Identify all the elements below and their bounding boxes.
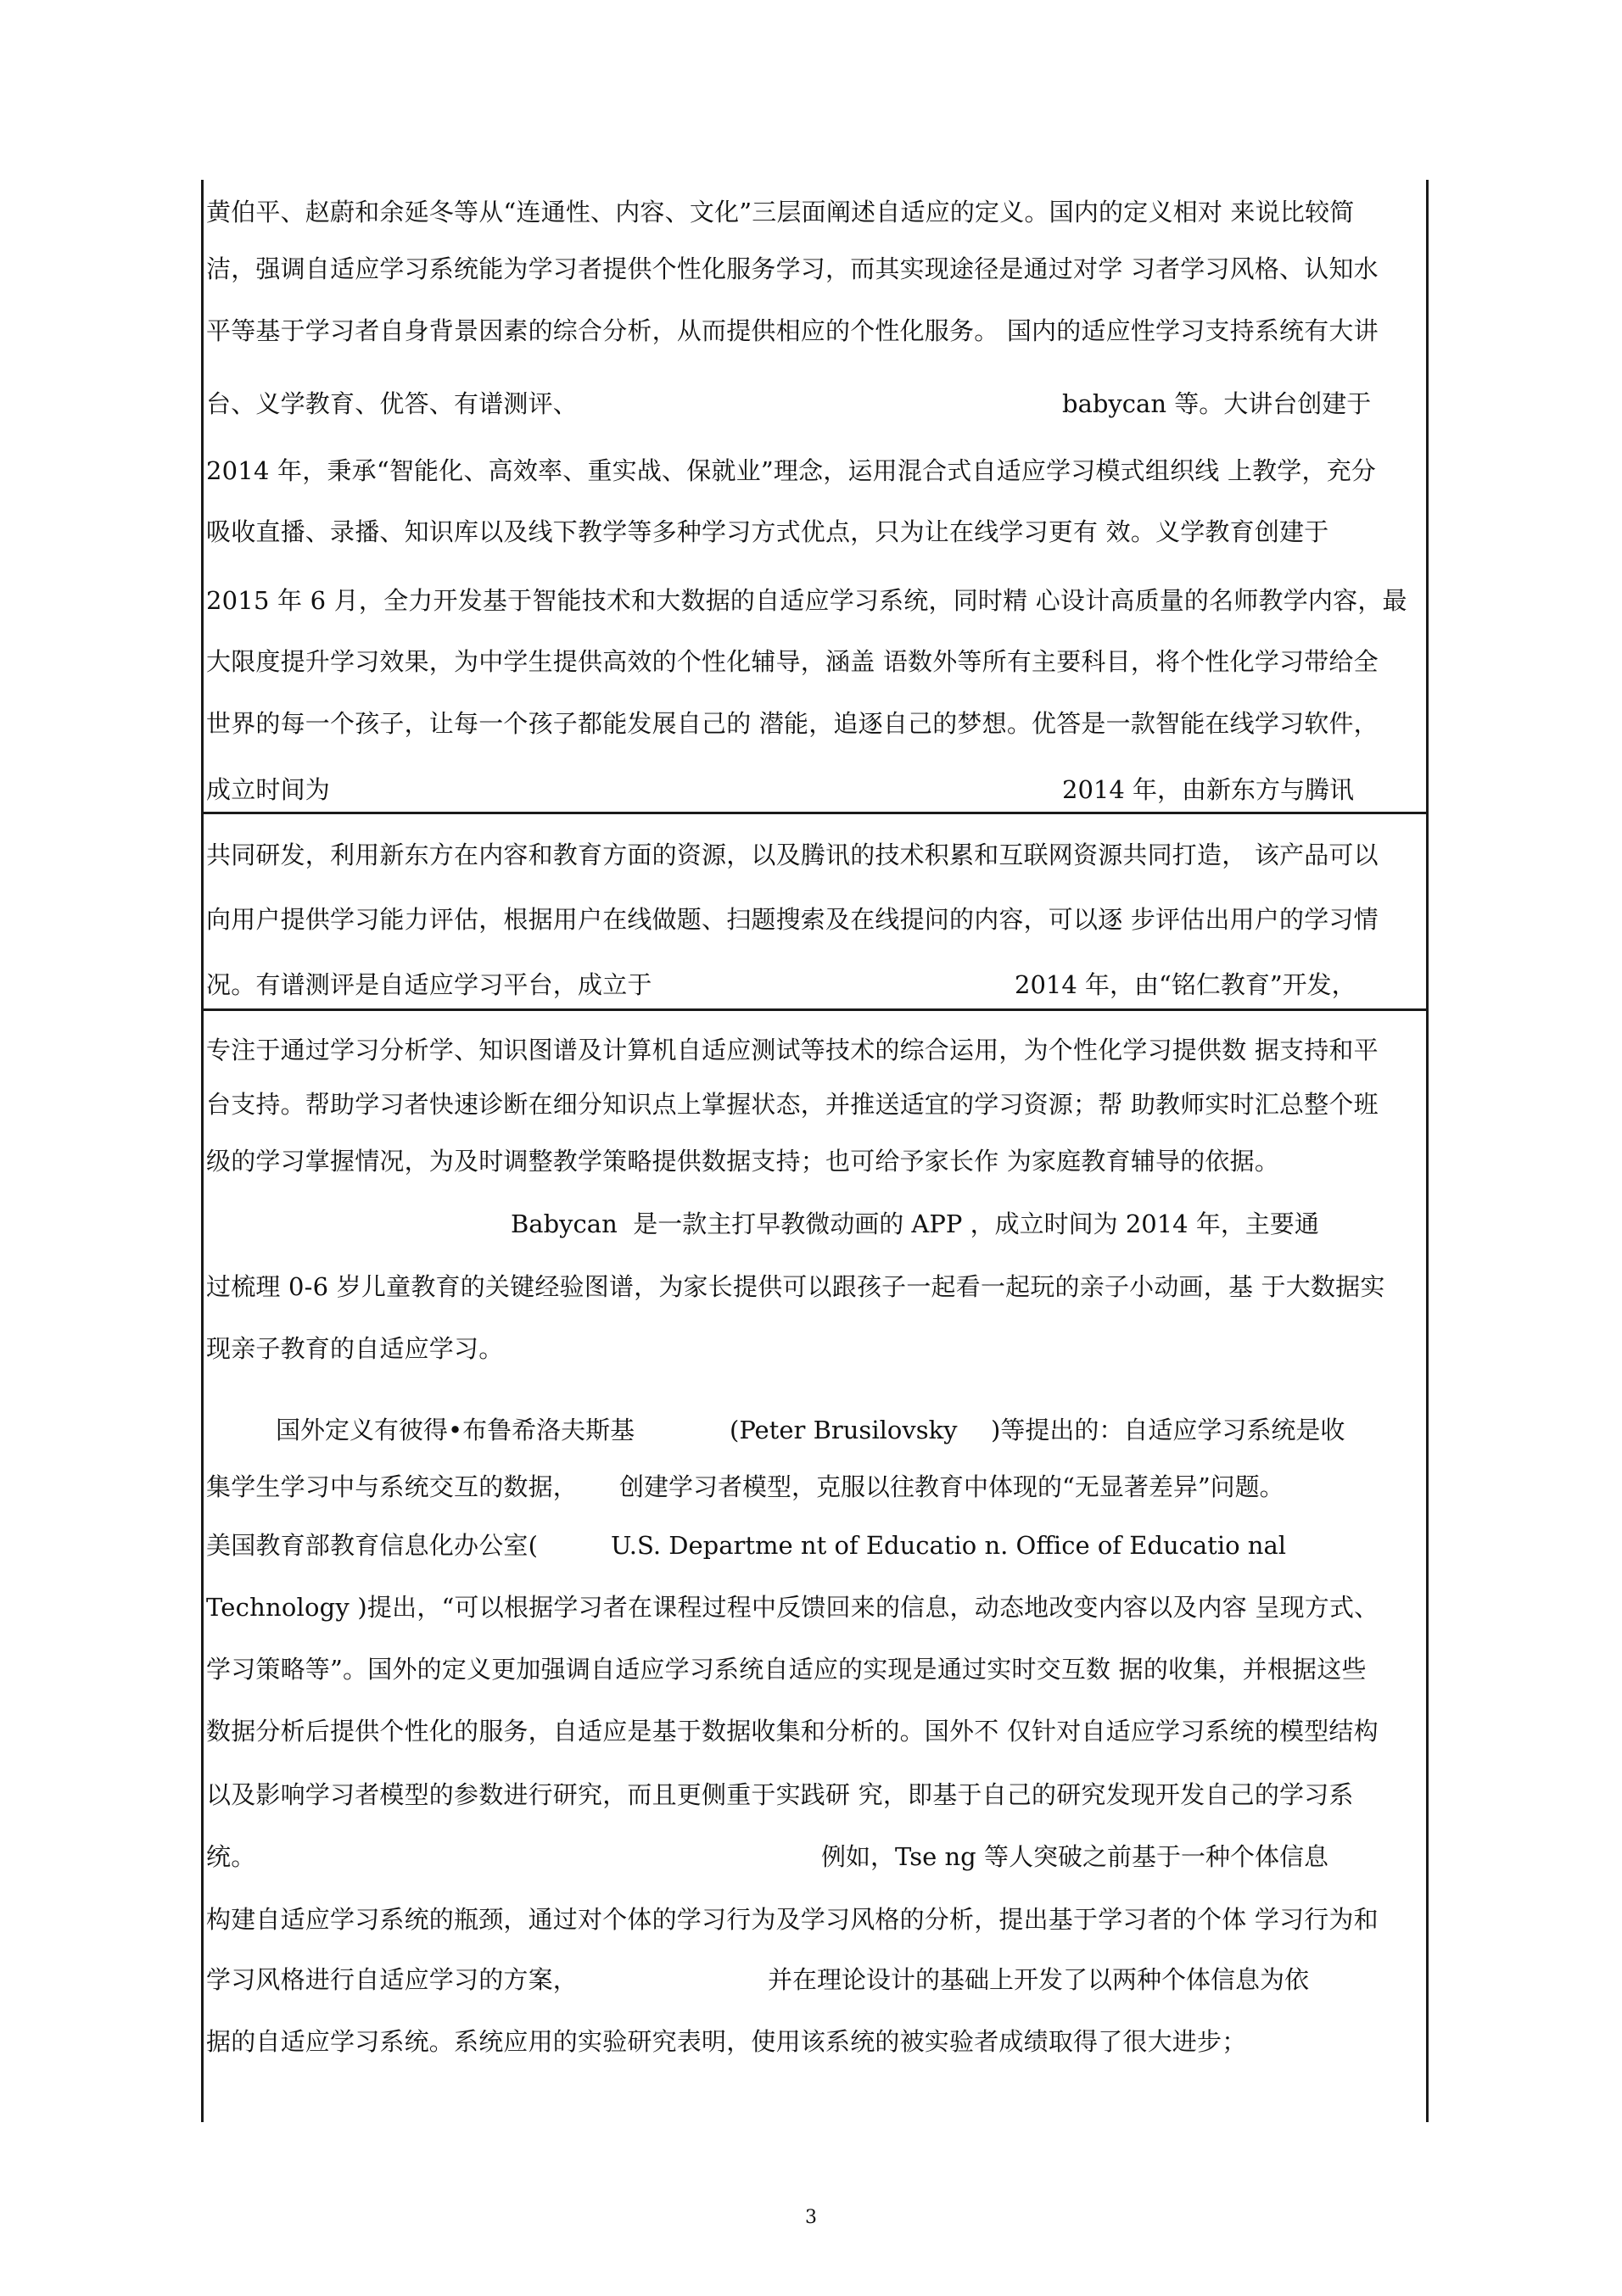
text-line: 况。有谱测评是自适应学习平台，成立于 bbox=[206, 970, 652, 999]
text-line: (Peter Brusilovsky bbox=[730, 1416, 958, 1444]
text-line: 2014 年，由新东方与腾讯 bbox=[1062, 775, 1355, 804]
text-line: 向用户提供学习能力评估，根据用户在线做题、扫题搜索及在线提问的内容，可以逐 步评估出用户的学习情 bbox=[206, 905, 1379, 934]
text-line: 级的学习掌握情况，为及时调整教学策略提供数据支持；也可给予家长作 为家庭教育辅导的依据。 bbox=[206, 1147, 1280, 1176]
text-line: 台、义学教育、优答、有谱测评、 bbox=[206, 389, 579, 418]
table-left-border bbox=[201, 180, 204, 2122]
text-line: 国外定义有彼得•布鲁希洛夫斯基 bbox=[276, 1416, 635, 1444]
text-line: 学习风格进行自适应学习的方案， bbox=[206, 1965, 579, 1994]
text-line: 例如，Tse ng 等人突破之前基于一种个体信息 bbox=[821, 1842, 1328, 1871]
text-line: Babycan 是一款主打早教微动画的 APP ，成立时间为 2014 年，主要通 bbox=[511, 1209, 1319, 1238]
text-line: 世界的每一个孩子，让每一个孩子都能发展自己的 潜能，追逐自己的梦想。优答是一款智能在线学习软件， bbox=[206, 709, 1379, 738]
text-line: 专注于通过学习分析学、知识图谱及计算机自适应测试等技术的综合运用，为个性化学习提供数 据支持和平 bbox=[206, 1036, 1379, 1064]
table-row-divider bbox=[201, 1008, 1429, 1011]
page-number: 3 bbox=[805, 2207, 817, 2228]
text-line: 统。 bbox=[206, 1842, 256, 1871]
text-line: 大限度提升学习效果，为中学生提供高效的个性化辅导，涵盖 语数外等所有主要科目，将个性化学习带给全 bbox=[206, 647, 1379, 676]
text-line: 平等基于学习者自身背景因素的综合分析，从而提供相应的个性化服务。 国内的适应性学习支持系统有大讲 bbox=[206, 316, 1379, 345]
text-line: 据的自适应学习系统。系统应用的实验研究表明，使用该系统的被实验者成绩取得了很大进步； bbox=[206, 2027, 1247, 2056]
text-line: 吸收直播、录播、知识库以及线下教学等多种学习方式优点，只为让在线学习更有 效。义学教育创建于 bbox=[206, 517, 1329, 546]
text-line: 2014 年，由“铭仁教育”开发， bbox=[1015, 970, 1356, 999]
table-right-border bbox=[1426, 180, 1429, 2122]
text-line: 台支持。帮助学习者快速诊断在细分知识点上掌握状态，并推送适宜的学习资源；帮 助教师实时汇总整个班 bbox=[206, 1090, 1379, 1119]
text-line: )等提出的：自适应学习系统是收 bbox=[991, 1416, 1345, 1444]
text-line: 集学生学习中与系统交互的数据， bbox=[206, 1472, 579, 1501]
text-line: 2014 年，秉承“智能化、高效率、重实战、保就业”理念，运用混合式自适应学习模式组织线 上教学，充分 bbox=[206, 456, 1377, 485]
text-line: 数据分析后提供个性化的服务，自适应是基于数据收集和分析的。国外不 仅针对自适应学习系统的模型结构 bbox=[206, 1717, 1379, 1746]
text-line: 美国教育部教育信息化办公室( bbox=[206, 1531, 539, 1560]
text-line: 并在理论设计的基础上开发了以两种个体信息为依 bbox=[768, 1965, 1310, 1994]
table-row-divider bbox=[201, 812, 1429, 814]
text-line: 2015 年 6 月，全力开发基于智能技术和大数据的自适应学习系统，同时精 心设计高质量的名师教学内容，最 bbox=[206, 586, 1407, 615]
text-line: 黄伯平、赵蔚和余延冬等从“连通性、内容、文化”三层面阐述自适应的定义。国内的定义相对 来说比较简 bbox=[206, 198, 1355, 226]
text-line: 现亲子教育的自适应学习。 bbox=[206, 1334, 504, 1363]
text-line: U.S. Departme nt of Educatio n. Office of Educatio nal bbox=[611, 1531, 1287, 1560]
text-line: 成立时间为 bbox=[206, 775, 331, 804]
text-line: Technology )提出，“可以根据学习者在课程过程中反馈回来的信息，动态地改变内容以及内容 呈现方式、 bbox=[206, 1593, 1379, 1622]
text-line: 构建自适应学习系统的瓶颈，通过对个体的学习行为及学习风格的分析，提出基于学习者的个体 学习行为和 bbox=[206, 1905, 1379, 1934]
text-line: 过梳理 0-6 岁儿童教育的关键经验图谱，为家长提供可以跟孩子一起看一起玩的亲子小动画，基 于大数据实 bbox=[206, 1272, 1385, 1301]
text-line: 洁，强调自适应学习系统能为学习者提供个性化服务学习，而其实现途径是通过对学 习者学习风格、认知水 bbox=[206, 254, 1379, 283]
text-line: 以及影响学习者模型的参数进行研究，而且更侧重于实践研 究，即基于自己的研究发现开发自己的学习系 bbox=[206, 1780, 1354, 1809]
text-line: babycan 等。大讲台创建于 bbox=[1062, 389, 1372, 418]
text-line: 共同研发，利用新东方在内容和教育方面的资源，以及腾讯的技术积累和互联网资源共同打造， 该产品可以 bbox=[206, 841, 1379, 869]
text-line: 学习策略等”。国外的定义更加强调自适应学习系统自适应的实现是通过实时交互数 据的收集，并根据这些 bbox=[206, 1655, 1367, 1684]
text-line: 创建学习者模型，克服以往教育中体现的“无显著差异”问题。 bbox=[619, 1472, 1284, 1501]
